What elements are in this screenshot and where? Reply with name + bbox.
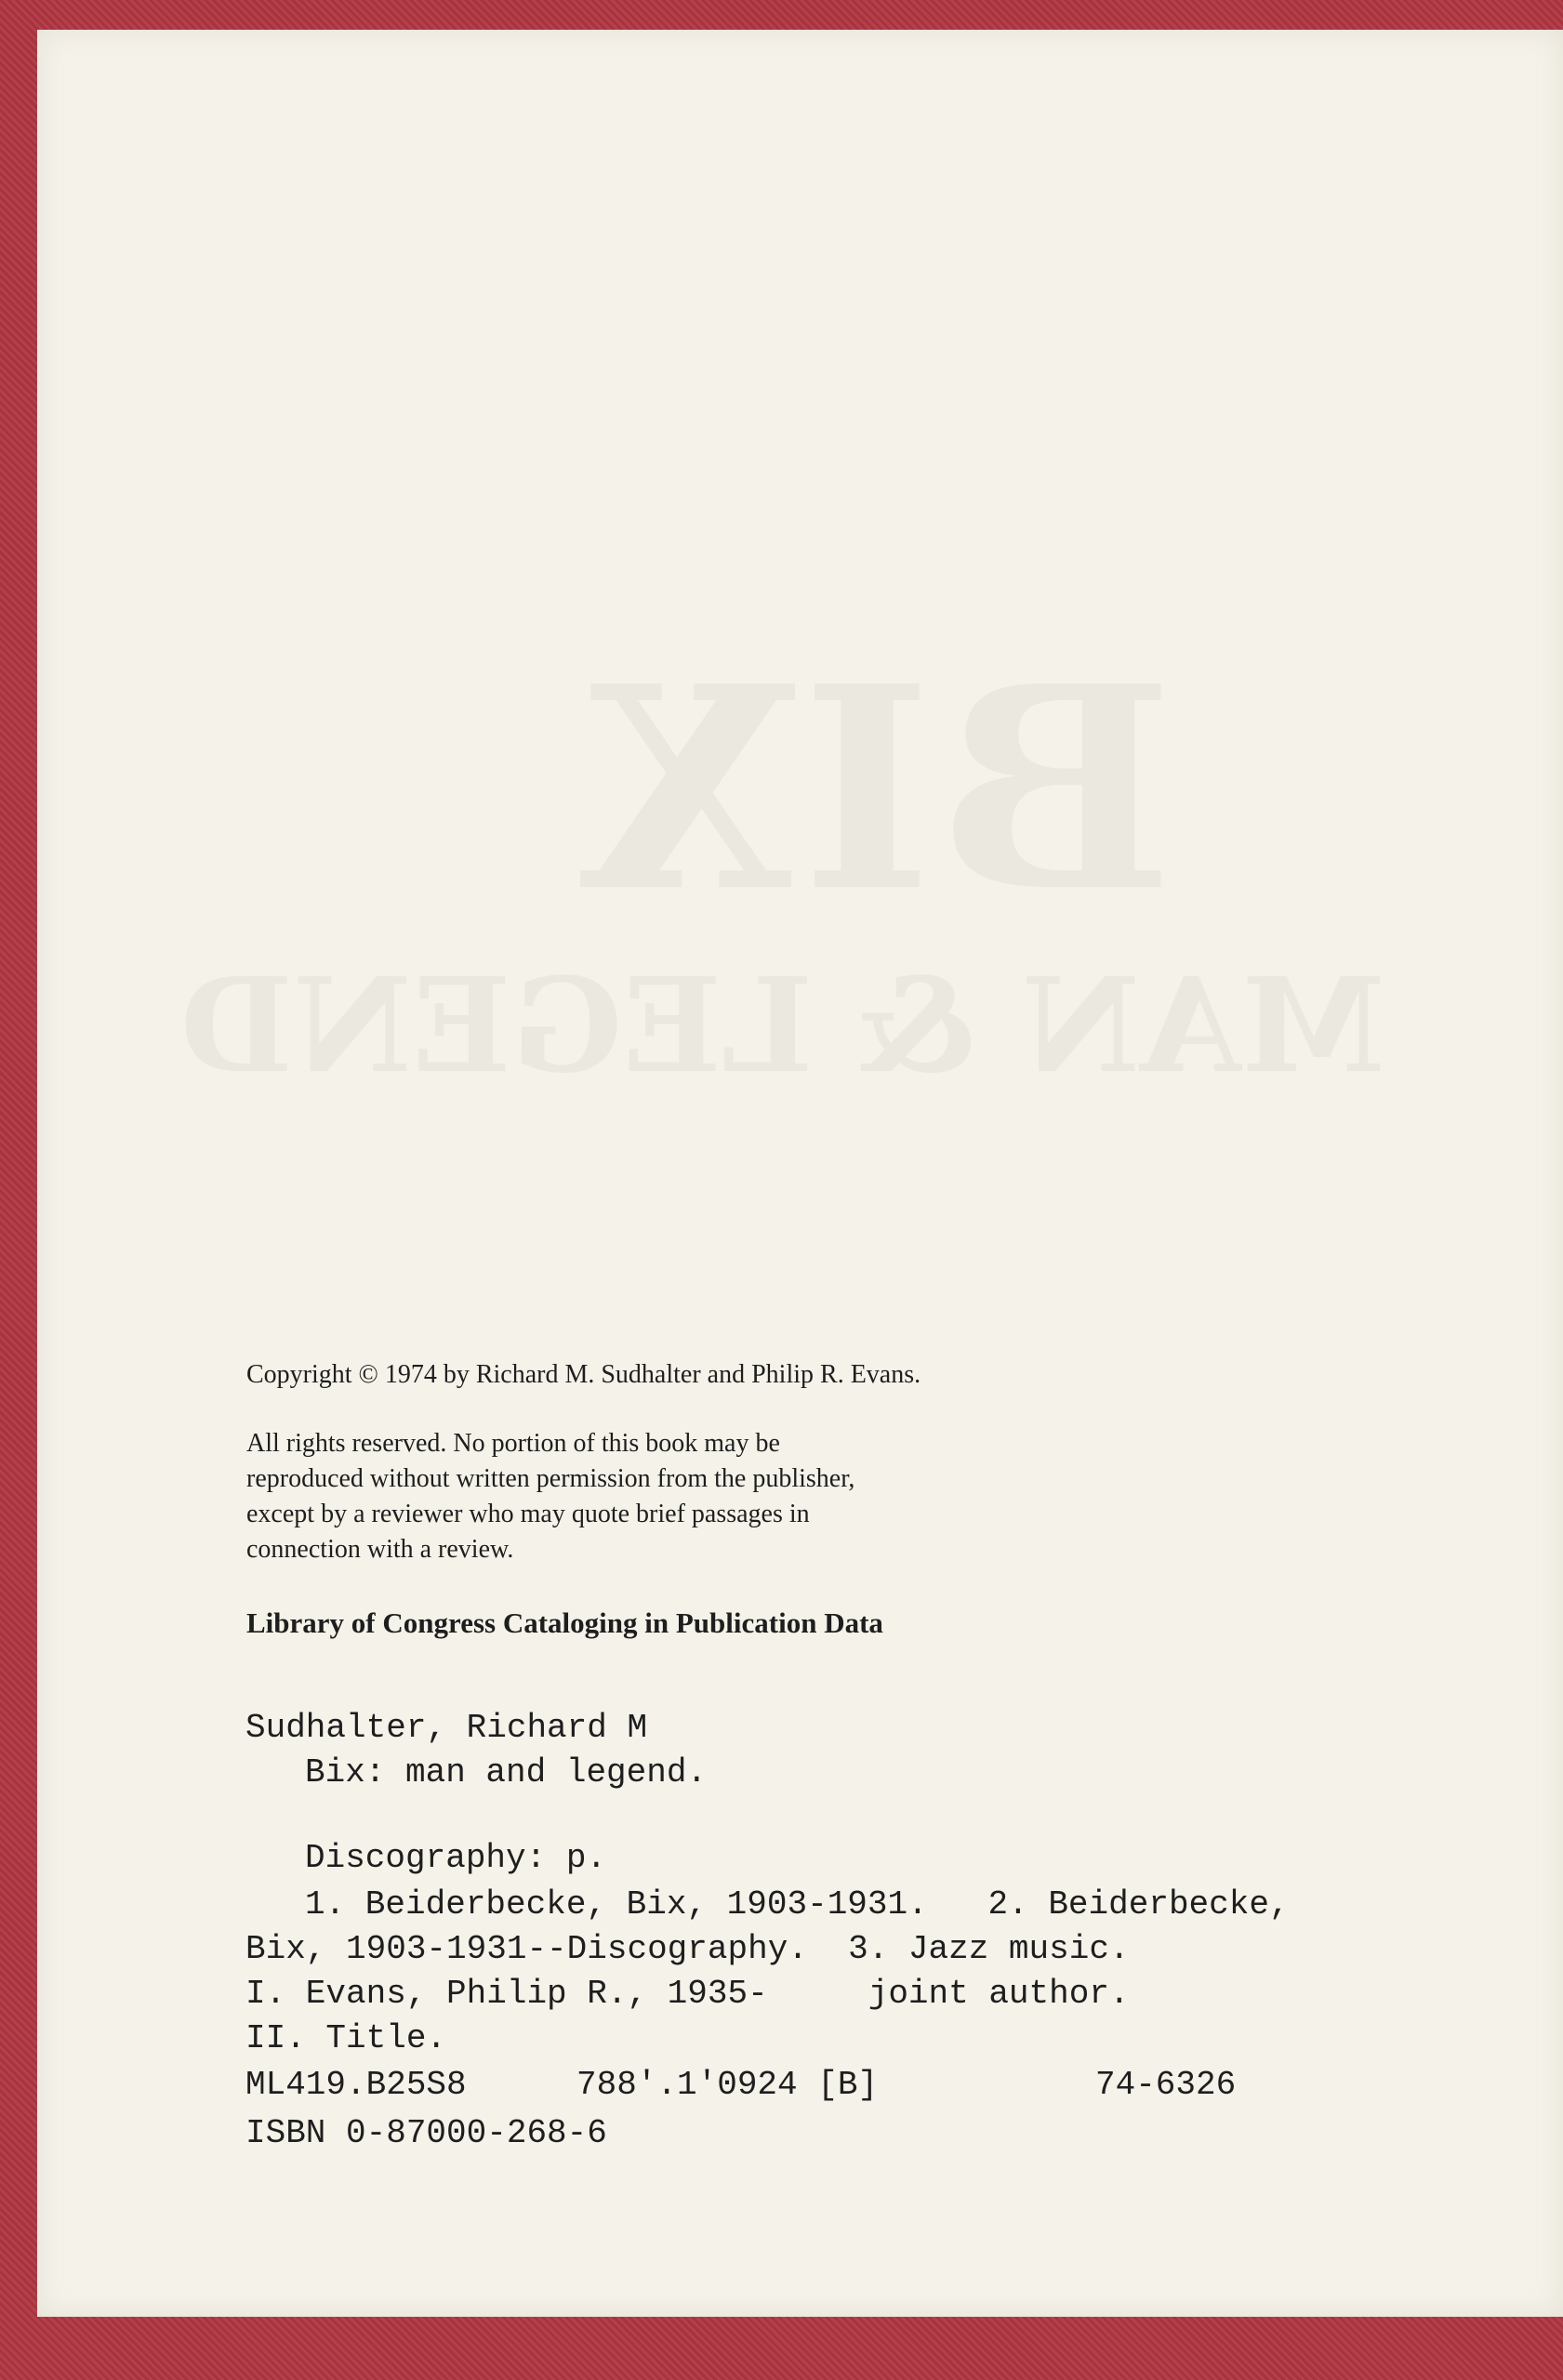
catalog-lc-class: ML419.B25S8 [245, 2066, 467, 2104]
catalog-dewey: 788'.1'0924 [B] [576, 2066, 879, 2104]
rights-line: except by a reviewer who may quote brief passages in [246, 1500, 810, 1528]
catalog-author: Sudhalter, Richard M [245, 1709, 648, 1747]
rights-statement [246, 1426, 1083, 1567]
show-through-subtitle: MAN & LEGEND [179, 950, 1385, 1103]
catalog-subject-line: I. Evans, Philip R., 1935- joint author. [245, 1975, 1130, 2013]
catalog-lccn: 74-6326 [1095, 2066, 1237, 2104]
catalog-subject-line: II. Title. [245, 2019, 447, 2057]
catalog-isbn: ISBN 0-87000-268-6 [245, 2114, 607, 2152]
copyright-page [37, 30, 1563, 2317]
rights-line: All rights reserved. No portion of this book may be [246, 1429, 780, 1458]
catalog-discography: Discography: p. [305, 1839, 607, 1877]
copyright-notice: Copyright © 1974 by Richard M. Sudhalter and Philip R. Evans. [246, 1360, 921, 1389]
catalog-subject-line: 1. Beiderbecke, Bix, 1903-1931. 2. Beiderbecke, [305, 1885, 1290, 1924]
rights-line: connection with a review. [246, 1535, 514, 1564]
cip-heading: Library of Congress Cataloging in Publication Data [246, 1606, 883, 1639]
show-through-title: BIX [574, 625, 1174, 953]
catalog-title: Bix: man and legend. [305, 1753, 708, 1792]
rights-line: reproduced without written permission from the publisher, [246, 1464, 855, 1493]
catalog-subject-line: Bix, 1903-1931--Discography. 3. Jazz music. [245, 1930, 1130, 1968]
